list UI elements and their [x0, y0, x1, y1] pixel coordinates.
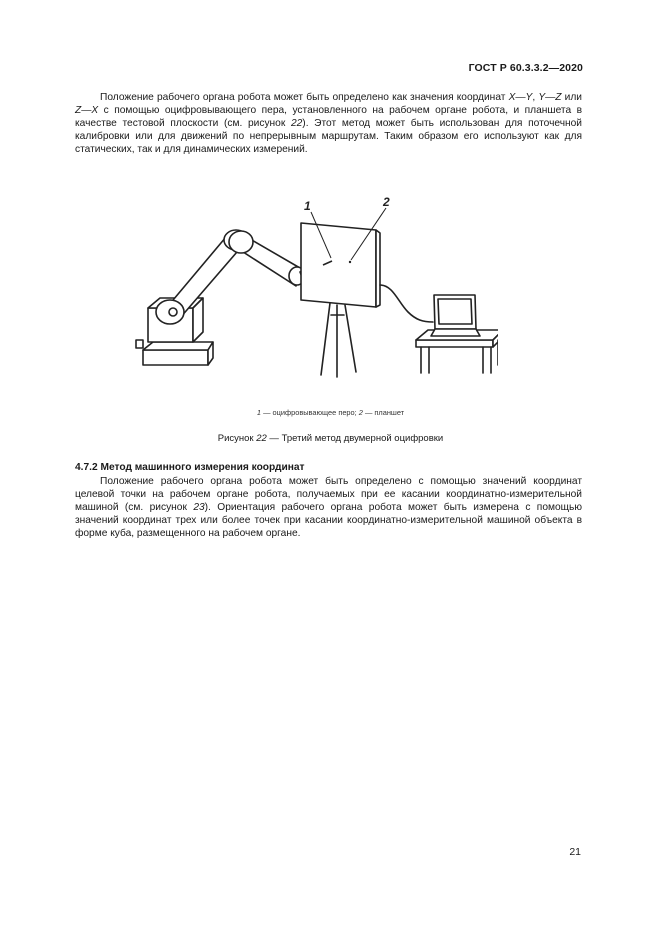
- legend-num-2: 2: [358, 408, 363, 417]
- callout-1: 1: [304, 199, 311, 213]
- p1-text-3: с помощью оцифровывающего пера, установленного на рабочем органе робота, и планшета в качестве тестовой плоскости (см. рисунок: [75, 105, 582, 130]
- p1-coord-yz: Y—Z: [538, 92, 562, 103]
- p1-coord-zx: Z—X: [75, 105, 99, 117]
- figure-legend: [0, 408, 661, 417]
- figure-caption: [0, 433, 661, 444]
- paragraph-cmm-method: [75, 475, 582, 540]
- tablet-target-dot: [349, 261, 351, 263]
- p1-coord-xy: X—Y: [508, 92, 533, 103]
- p1-text-2: или: [561, 92, 582, 103]
- p2-text-1: Положение рабочего органа робота может быть определено с помощью значений координат целевой точки на рабочем органе робота, получаемых при ее касании координатно-измерительной машиной (см. рисунок: [75, 476, 582, 514]
- legend-num-1: 1: [256, 408, 262, 417]
- p2-figure-ref: 23: [193, 502, 205, 514]
- p2-text-2: ). Ориентация рабочего органа робота может быть измерена с помощью значений координат трех или более точек при касании координатно-измерительной машиной объекта в форме куба, размещенного на рабочем органе.: [75, 502, 582, 540]
- paragraph-digitizing-pen-method: [75, 91, 582, 156]
- caption-prefix: Рисунок: [217, 433, 257, 444]
- legend-item-1: — оцифровывающее перо;: [261, 408, 359, 417]
- p1-text-1: Положение рабочего органа робота может быть определено как значения координат: [100, 92, 509, 103]
- page-number: 21: [569, 846, 581, 858]
- robot-upper-arm: [229, 231, 305, 286]
- figure-robot-digitizing-diagram: [118, 190, 498, 390]
- legend-item-2: — планшет: [362, 408, 405, 417]
- document-standard-id: ГОСТ Р 60.3.3.2—2020: [468, 62, 583, 74]
- p1-sep: ,: [532, 92, 539, 103]
- tablet-with-tripod: [301, 223, 433, 377]
- callout-2: 2: [383, 195, 390, 209]
- caption-number: 22: [256, 433, 267, 444]
- section-heading: 4.7.2 Метод машинного измерения координат: [75, 462, 305, 473]
- computer-table: [416, 295, 498, 373]
- p1-text-4: ). Этот метод может быть использован для поточечной калибровки или для движений по непрерывным маршрутам. Таким образом его используют как для статических, так и для динамических измерений.: [75, 118, 582, 156]
- caption-text: — Третий метод двумерной оцифровки: [266, 433, 444, 444]
- p1-figure-ref: 22: [290, 118, 303, 130]
